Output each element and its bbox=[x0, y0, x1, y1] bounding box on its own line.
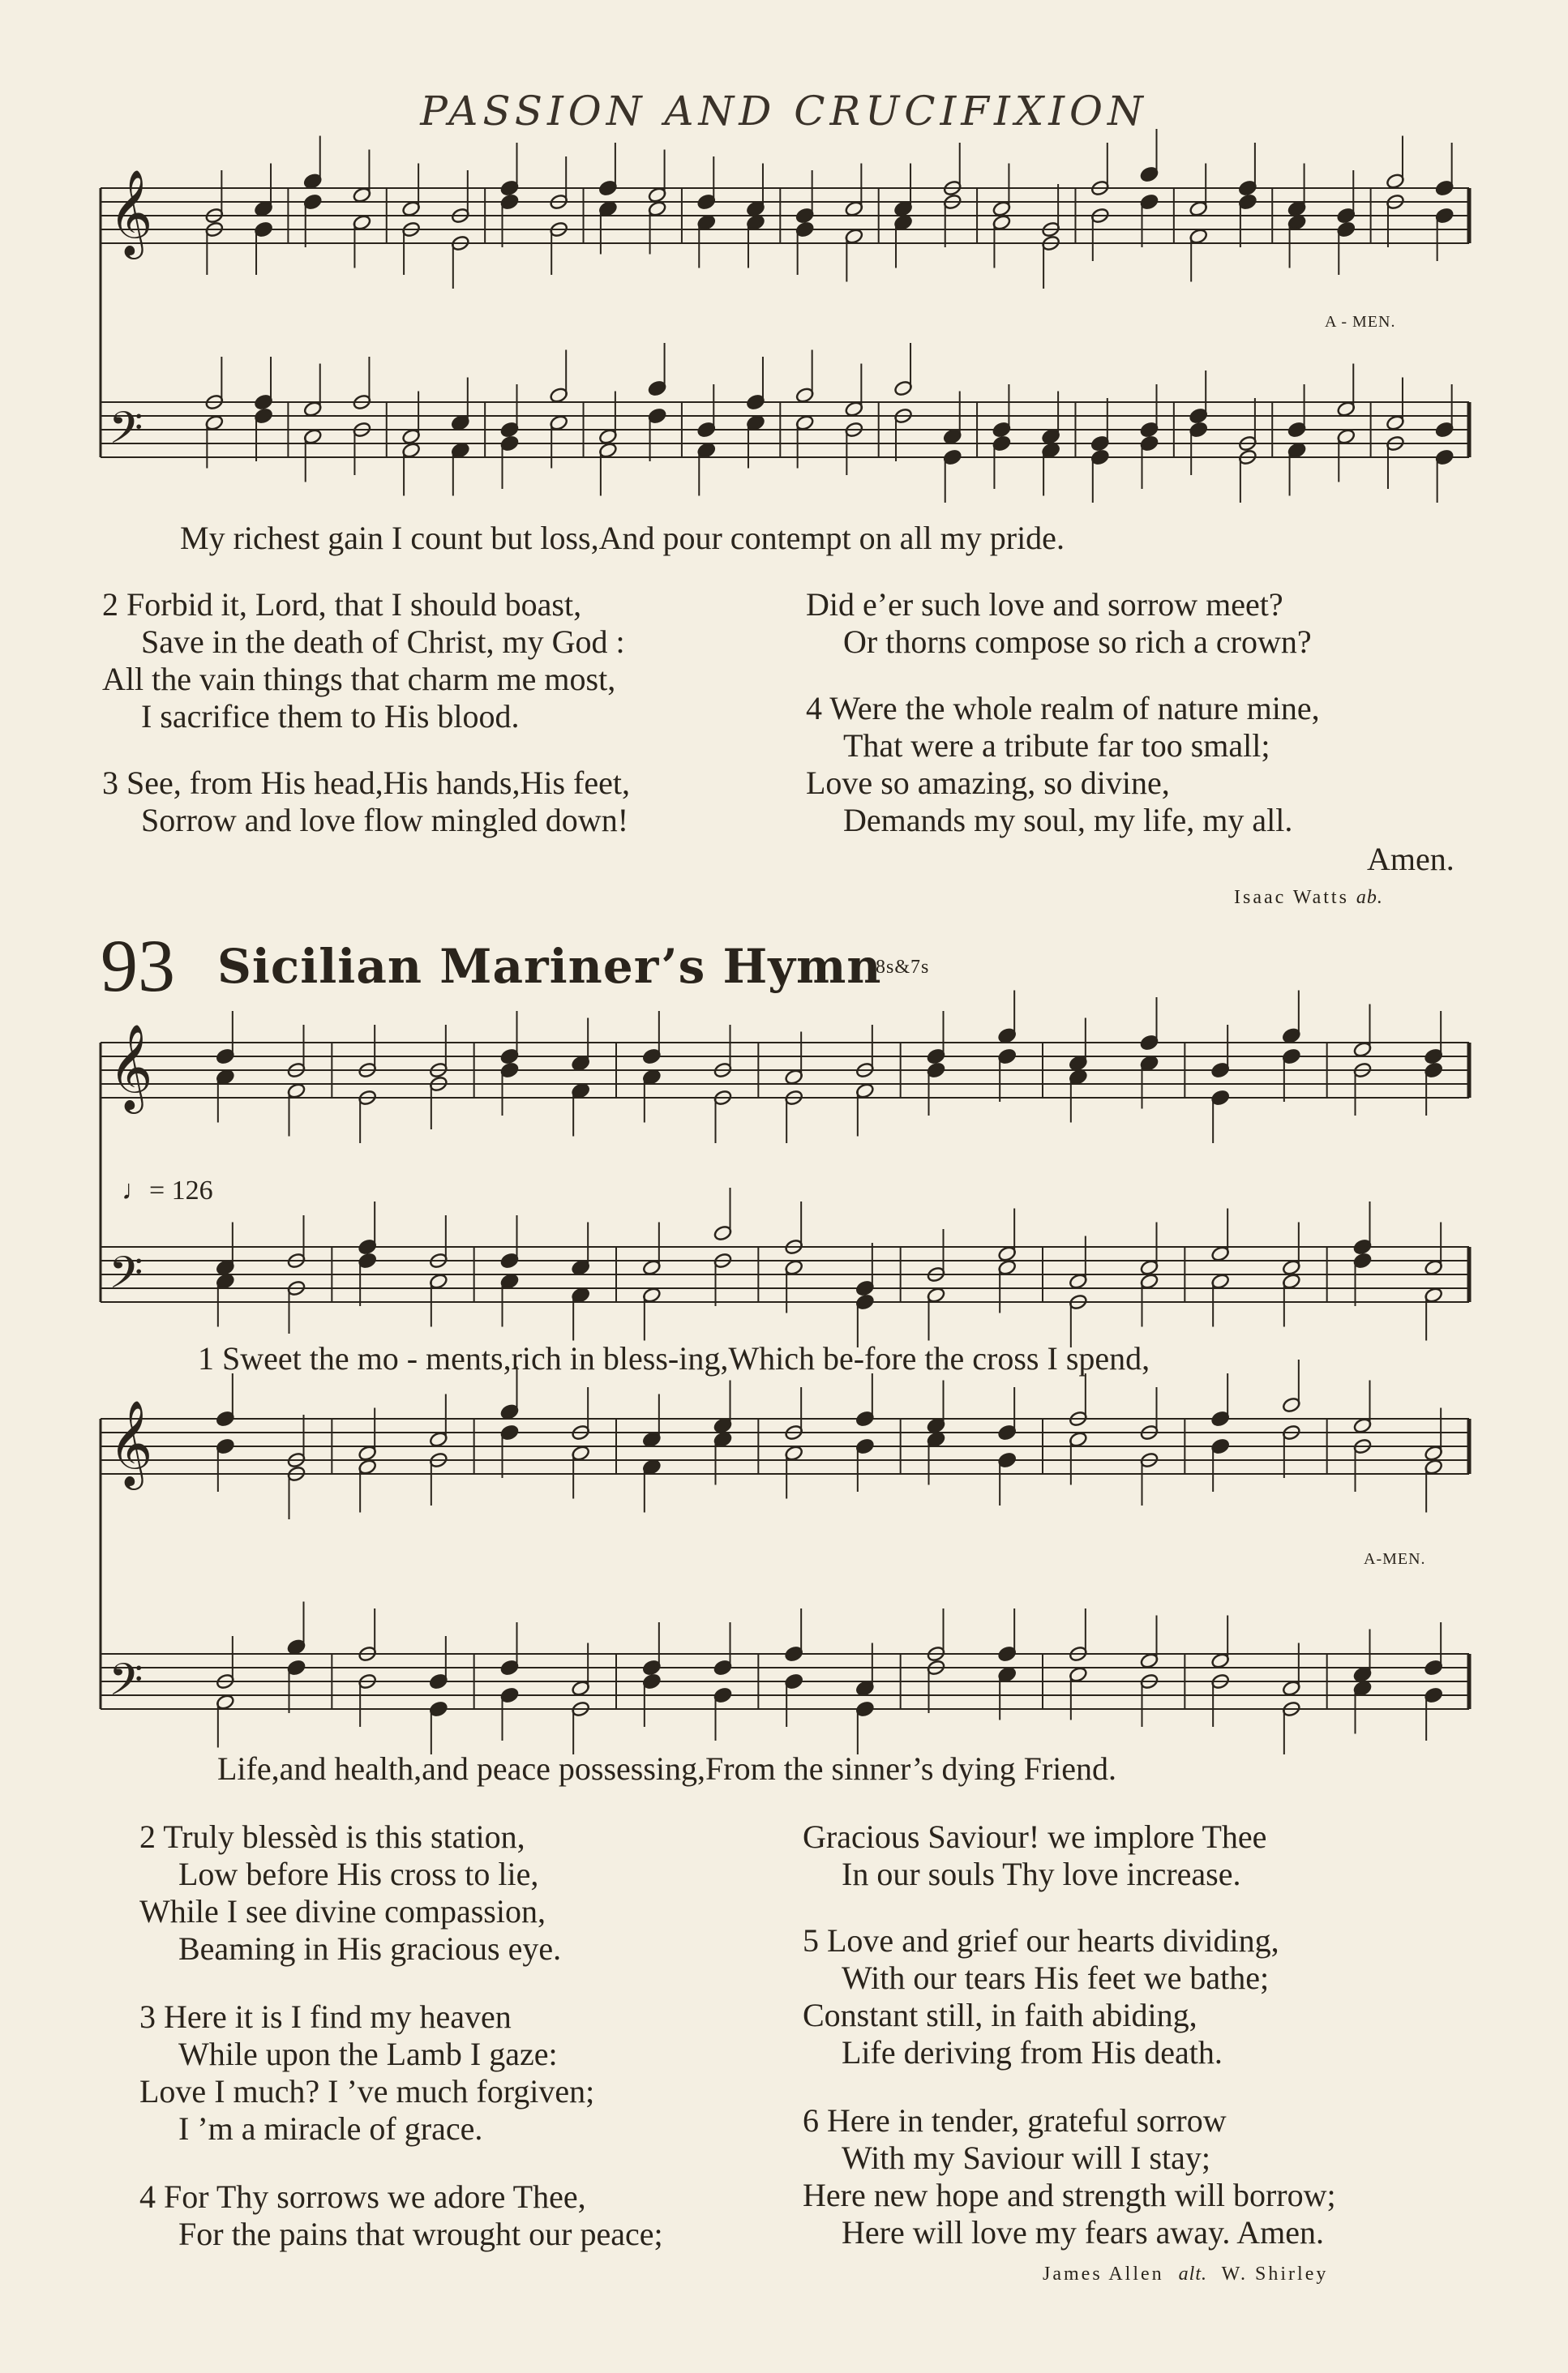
verse-line: Here will love my fears away. Amen. bbox=[842, 2214, 1324, 2251]
svg-text:𝄞: 𝄞 bbox=[109, 169, 153, 256]
verse-line: Love so amazing, so divine, bbox=[806, 765, 1170, 801]
author-note: alt. bbox=[1178, 2264, 1207, 2285]
verse-line: 5 Love and grief our hearts dividing, bbox=[803, 1922, 1279, 1959]
running-head: PASSION AND CRUCIFIXION bbox=[420, 88, 1148, 135]
verse-line: Here new hope and strength will borrow; bbox=[803, 2177, 1336, 2213]
hymn-lyric-line-2: Life,and health,and peace possessing,From the sinner’s dying Friend. bbox=[217, 1750, 1117, 1787]
author-name: Isaac Watts bbox=[1234, 887, 1349, 908]
verse-line: With our tears His feet we bathe; bbox=[842, 1960, 1270, 1996]
verse-line: Demands my soul, my life, my all. bbox=[843, 802, 1293, 838]
verse-line: That were a tribute far too small; bbox=[843, 727, 1270, 764]
verse-line: In our souls Thy love increase. bbox=[842, 1856, 1241, 1892]
verse-line: Save in the death of Christ, my God : bbox=[141, 623, 625, 660]
verse-line: I sacrifice them to His blood. bbox=[141, 698, 520, 735]
top-hymn-lyric-line: My richest gain I count but loss,And pour contempt on all my pride. bbox=[180, 520, 1065, 556]
verse-line: While I see divine compassion, bbox=[139, 1893, 546, 1930]
top-hymn-amen-end: Amen. bbox=[1367, 841, 1454, 877]
verse-line: Constant still, in faith abiding, bbox=[803, 1997, 1197, 2033]
svg-text:𝄞: 𝄞 bbox=[109, 1399, 153, 1487]
verse-line: 2 Forbid it, Lord, that I should boast, bbox=[102, 586, 582, 623]
svg-text:𝄞: 𝄞 bbox=[109, 1023, 153, 1111]
verse-line: 4 For Thy sorrows we adore Thee, bbox=[139, 2178, 586, 2215]
verse-line: Life deriving from His death. bbox=[842, 2034, 1223, 2071]
hymn-lyric-line-1: 1 Sweet the mo - ments,rich in bless-ing,Which be-fore the cross I spend, bbox=[198, 1340, 1150, 1377]
verse-line: 2 Truly blessèd is this station, bbox=[139, 1818, 525, 1855]
verse-line: Love I much? I ’ve much forgiven; bbox=[139, 2073, 595, 2110]
verse-line: Sorrow and love flow mingled down! bbox=[141, 802, 629, 838]
verse-line: For the pains that wrought our peace; bbox=[178, 2216, 663, 2252]
verse-line: 3 Here it is I find my heaven bbox=[139, 1998, 512, 2035]
svg-text:𝄢: 𝄢 bbox=[109, 402, 144, 465]
top-hymn-author-credit bbox=[1234, 887, 1383, 909]
hymn-amen-label: A-MEN. bbox=[1364, 1550, 1426, 1568]
verse-line: Did e’er such love and sorrow meet? bbox=[806, 586, 1283, 623]
tempo-marking: ♩= 126 bbox=[122, 1176, 213, 1206]
verse-line: Or thorns compose so rich a crown? bbox=[843, 623, 1312, 660]
verse-line: Low before His cross to lie, bbox=[178, 1856, 539, 1892]
verse-line: With my Saviour will I stay; bbox=[842, 2140, 1211, 2176]
verse-line: Gracious Saviour! we implore Thee bbox=[803, 1818, 1267, 1855]
verse-line: 6 Here in tender, grateful sorrow bbox=[803, 2102, 1227, 2139]
hymn-number: 93 bbox=[101, 924, 175, 1007]
verse-line: I ’m a miracle of grace. bbox=[178, 2110, 483, 2147]
hymn-author-credit bbox=[1043, 2264, 1328, 2285]
verse-line: 3 See, from His head,His hands,His feet, bbox=[102, 765, 630, 801]
author-name-2: W. Shirley bbox=[1221, 2264, 1329, 2285]
svg-text:𝄢: 𝄢 bbox=[109, 1247, 144, 1310]
verse-line: 4 Were the whole realm of nature mine, bbox=[806, 690, 1320, 726]
hymn-title: Sicilian Mariner’s Hymn bbox=[217, 939, 882, 994]
verse-line: Beaming in His gracious eye. bbox=[178, 1930, 562, 1967]
top-hymn-amen-label: A - MEN. bbox=[1325, 313, 1396, 331]
author-name: James Allen bbox=[1043, 2264, 1164, 2285]
author-note: ab. bbox=[1356, 887, 1383, 908]
svg-text:𝄢: 𝄢 bbox=[109, 1654, 144, 1717]
verse-line: All the vain things that charm me most, bbox=[102, 661, 616, 697]
verse-line: While upon the Lamb I gaze: bbox=[178, 2036, 558, 2072]
hymn-meter: 8s&7s bbox=[876, 957, 930, 978]
